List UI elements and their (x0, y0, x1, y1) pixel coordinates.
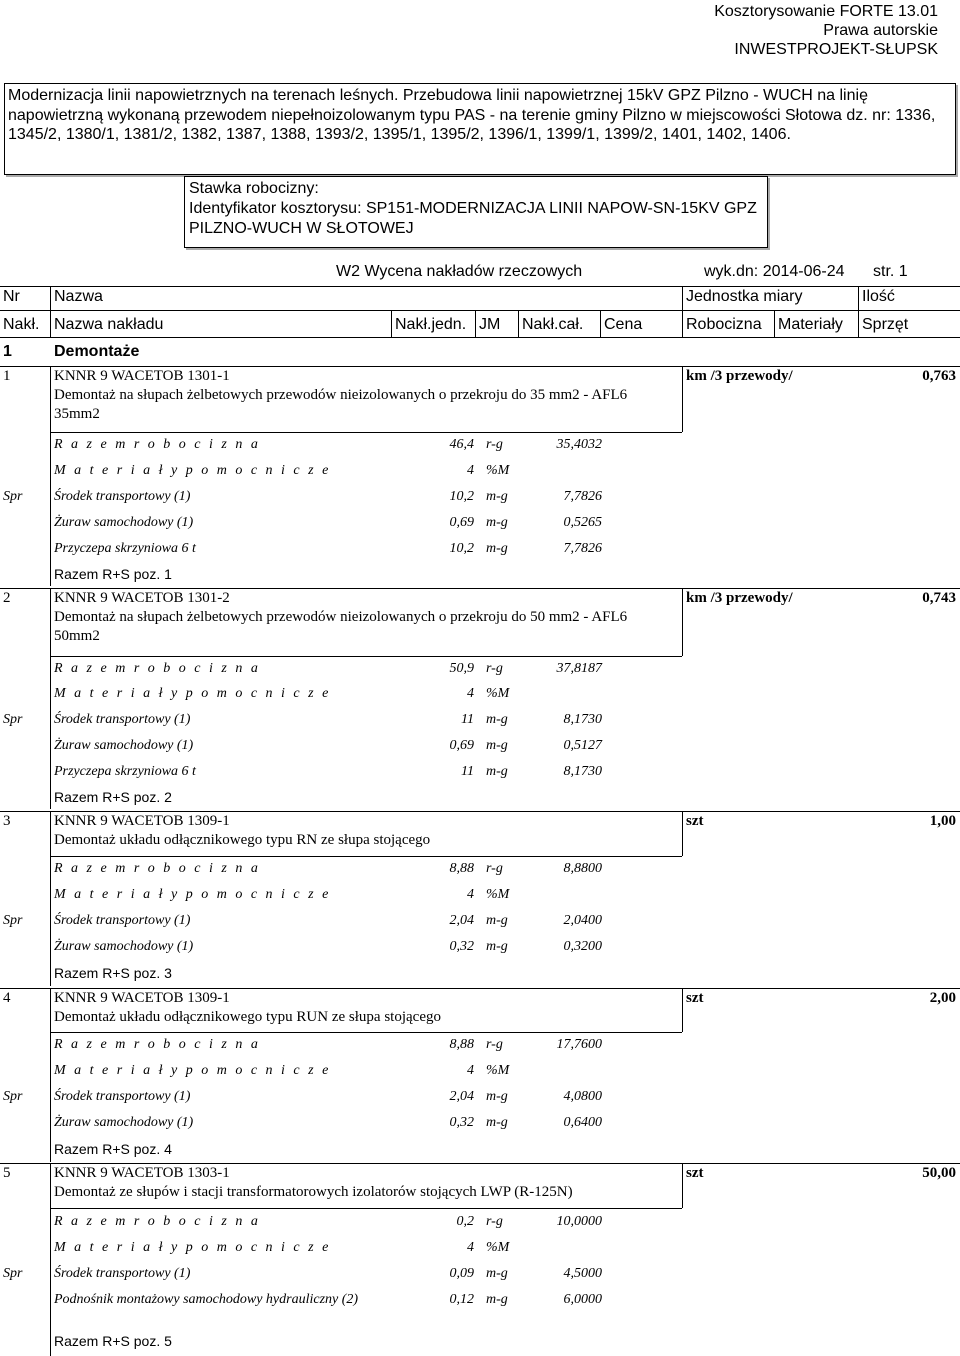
resource-unit: m-g (486, 1292, 508, 1307)
position-description: Demontaż układu odłącznikowego typu RN ze słupa stojącego (54, 832, 431, 848)
header-divider (475, 310, 476, 337)
resource-name: M a t e r i a ł y p o m o c n i c z e (54, 1063, 331, 1078)
resource-unit: m-g (486, 489, 508, 504)
position-code: KNNR 9 WACETOB 1309-1 (54, 990, 230, 1006)
position-unit: km /3 przewody/ (686, 368, 793, 384)
position-summary: Razem R+S poz. 2 (54, 789, 172, 805)
program-name: Kosztorysowanie FORTE 13.01 (714, 3, 938, 20)
resource-unit: m-g (486, 515, 508, 530)
page-number: str. 1 (873, 263, 908, 280)
col-nr: Nr (3, 288, 20, 305)
position-divider (50, 656, 51, 809)
position-quantity: 0,743 (922, 590, 956, 606)
position-quantity: 0,763 (922, 368, 956, 384)
resource-norm: 0,09 (449, 1266, 474, 1281)
position-number: 2 (3, 590, 11, 606)
position-divider (682, 588, 683, 656)
position-divider (50, 366, 51, 432)
resource-name: M a t e r i a ł y p o m o c n i c z e (54, 463, 331, 478)
resource-norm: 4 (467, 1063, 474, 1078)
resource-total: 10,0000 (556, 1214, 602, 1229)
position-divider (50, 811, 51, 856)
position-summary: Razem R+S poz. 1 (54, 566, 172, 582)
position-code: KNNR 9 WACETOB 1301-2 (54, 590, 230, 606)
resource-unit: m-g (486, 913, 508, 928)
resource-total: 7,7826 (563, 541, 602, 556)
position-divider (682, 988, 683, 1032)
position-unit: szt (686, 813, 704, 829)
header-divider (858, 286, 859, 337)
estimate-identifier: Identyfikator kosztorysu: SP151-MODERNIZACJA LINII NAPOW-SN-15KV GPZ PILZNO-WUCH W SŁOTOWEJ (189, 200, 757, 237)
resource-norm: 11 (461, 764, 474, 779)
resource-unit: m-g (486, 1089, 508, 1104)
resource-norm: 4 (467, 1240, 474, 1255)
resource-total: 0,6400 (563, 1115, 602, 1130)
resource-name: Żuraw samochodowy (1) (54, 515, 194, 530)
resource-total: 4,5000 (563, 1266, 602, 1281)
resource-norm: 4 (467, 463, 474, 478)
resource-unit: m-g (486, 939, 508, 954)
position-desc-rule (50, 1208, 682, 1209)
resource-unit: r-g (486, 1037, 503, 1052)
position-desc-rule (50, 856, 682, 857)
position-description-cont: 35mm2 (54, 406, 100, 422)
report-title: W2 Wycena nakładów rzeczowych (336, 263, 583, 280)
resource-unit: %M (486, 463, 510, 478)
header-divider (391, 310, 392, 337)
resource-name: R a z e m r o b o c i z n a (54, 1037, 261, 1052)
position-divider (50, 1208, 51, 1356)
position-divider (50, 856, 51, 986)
position-top-rule (0, 366, 960, 367)
header-divider (774, 310, 775, 337)
resource-total: 8,8800 (563, 861, 602, 876)
resource-unit: r-g (486, 437, 503, 452)
resource-unit: %M (486, 887, 510, 902)
position-divider (682, 811, 683, 856)
position-summary: Razem R+S poz. 4 (54, 1141, 172, 1157)
col-cena: Cena (604, 316, 643, 333)
position-summary: Razem R+S poz. 3 (54, 965, 172, 981)
resource-name: M a t e r i a ł y p o m o c n i c z e (54, 686, 331, 701)
resource-name: Żuraw samochodowy (1) (54, 738, 194, 753)
resource-name: Żuraw samochodowy (1) (54, 939, 194, 954)
resource-norm: 2,04 (449, 1089, 474, 1104)
header-divider (518, 310, 519, 337)
resource-unit: %M (486, 686, 510, 701)
resource-unit: r-g (486, 661, 503, 676)
resource-norm: 10,2 (449, 541, 474, 556)
col-sprzet: Sprzęt (862, 316, 909, 333)
resource-total: 0,3200 (563, 939, 602, 954)
resource-unit: m-g (486, 1266, 508, 1281)
position-divider (50, 988, 51, 1032)
resource-norm: 8,88 (449, 1037, 474, 1052)
position-number: 5 (3, 1165, 11, 1181)
col-robocizna: Robocizna (686, 316, 762, 333)
resource-name: Żuraw samochodowy (1) (54, 1115, 194, 1130)
position-number: 1 (3, 368, 11, 384)
resource-unit: %M (486, 1063, 510, 1078)
resource-norm: 0,2 (456, 1214, 474, 1229)
position-quantity: 1,00 (929, 813, 956, 829)
position-number: 3 (3, 813, 11, 829)
position-description: Demontaż na słupach żelbetowych przewodów nieizolowanych o przekroju do 50 mm2 - AFL6 (54, 609, 628, 625)
position-divider (50, 1163, 51, 1208)
col-jm: JM (479, 316, 501, 333)
col-jednostka: Jednostka miary (686, 288, 803, 305)
section-number: 1 (3, 343, 12, 360)
section-title: Demontaże (54, 343, 140, 360)
resource-name: R a z e m r o b o c i z n a (54, 437, 261, 452)
col-nakl-jedn: Nakł.jedn. (395, 316, 467, 333)
resource-norm: 2,04 (449, 913, 474, 928)
resource-norm: 0,32 (449, 1115, 474, 1130)
resource-norm: 0,69 (449, 515, 474, 530)
resource-unit: m-g (486, 738, 508, 753)
resource-total: 35,4032 (556, 437, 602, 452)
resource-norm: 0,12 (449, 1292, 474, 1307)
position-top-rule (0, 588, 960, 589)
position-divider (682, 1163, 683, 1208)
resource-unit: m-g (486, 541, 508, 556)
resource-norm: 4 (467, 686, 474, 701)
resource-unit: r-g (486, 861, 503, 876)
resource-norm: 8,88 (449, 861, 474, 876)
resource-unit: r-g (486, 1214, 503, 1229)
copyright-owner: INWESTPROJEKT-SŁUPSK (734, 41, 938, 58)
resource-total: 6,0000 (563, 1292, 602, 1307)
header-mid-rule (0, 310, 960, 311)
resource-total: 8,1730 (563, 764, 602, 779)
resource-norm: 11 (461, 712, 474, 727)
position-description: Demontaż układu odłącznikowego typu RUN ze słupa stojącego (54, 1009, 441, 1025)
project-description: Modernizacja linii napowietrznych na terenach leśnych. Przebudowa linii napowietrznej 15kV GPZ Pilzno - WUCH na linię napowietrzną wykonaną przewodem niepełnoizolowanym typu PAS - na terenie gminy Pilzno w miejscowości Słotowa dz. nr: 1336, 1345/2, 1380/1, 1381/2, 1382, 1387, 1388, 1393/2, 1395/1, 1395/2, 1396/1, 1399/1, 1399/2, 1401, 1402, 1406. (8, 87, 936, 143)
position-top-rule (0, 811, 960, 812)
position-divider (682, 366, 683, 432)
rate-label: Stawka robocizny: (189, 180, 319, 197)
position-code: KNNR 9 WACETOB 1309-1 (54, 813, 230, 829)
position-top-rule (0, 988, 960, 989)
resource-norm: 0,32 (449, 939, 474, 954)
position-unit: szt (686, 1165, 704, 1181)
resource-total: 37,8187 (556, 661, 602, 676)
position-divider (50, 432, 51, 586)
resource-unit: m-g (486, 712, 508, 727)
col-nazwa: Nazwa (54, 288, 103, 305)
resource-name: Środek transportowy (1) (54, 1089, 191, 1104)
position-desc-rule (50, 656, 682, 657)
position-unit: szt (686, 990, 704, 1006)
position-description: Demontaż na słupach żelbetowych przewodów nieizolowanych o przekroju do 35 mm2 - AFL6 (54, 387, 628, 403)
copyright-label: Prawa autorskie (823, 22, 938, 39)
resource-name: Środek transportowy (1) (54, 1266, 191, 1281)
header-divider (50, 286, 51, 337)
project-description-box (4, 83, 956, 175)
resource-name: R a z e m r o b o c i z n a (54, 1214, 261, 1229)
resource-unit: m-g (486, 764, 508, 779)
header-divider (682, 286, 683, 337)
position-unit: km /3 przewody/ (686, 590, 793, 606)
position-code: KNNR 9 WACETOB 1301-1 (54, 368, 230, 384)
position-number: 4 (3, 990, 11, 1006)
col-materialy: Materiały (778, 316, 843, 333)
position-description: Demontaż ze słupów i stacji transformatorowych izolatorów stojących LWP (R-125N) (54, 1184, 573, 1200)
position-divider (50, 1032, 51, 1162)
resource-name: M a t e r i a ł y p o m o c n i c z e (54, 887, 331, 902)
resource-unit: m-g (486, 1115, 508, 1130)
program-header (714, 2, 938, 59)
position-description-cont: 50mm2 (54, 628, 100, 644)
resource-total: 7,7826 (563, 489, 602, 504)
equipment-marker: Spr (3, 1266, 23, 1281)
equipment-marker: Spr (3, 712, 23, 727)
resource-name: Środek transportowy (1) (54, 489, 191, 504)
resource-name: R a z e m r o b o c i z n a (54, 661, 261, 676)
col-nakl-cal: Nakł.cał. (522, 316, 584, 333)
resource-total: 0,5265 (563, 515, 602, 530)
position-summary: Razem R+S poz. 5 (54, 1333, 172, 1349)
resource-name: Podnośnik montażowy samochodowy hydrauliczny (2) (54, 1292, 359, 1307)
equipment-marker: Spr (3, 913, 23, 928)
position-desc-rule (50, 1032, 682, 1033)
position-divider (50, 588, 51, 656)
resource-name: R a z e m r o b o c i z n a (54, 861, 261, 876)
resource-total: 0,5127 (563, 738, 602, 753)
header-bottom-rule (0, 337, 960, 338)
col-nazwa-nakladu: Nazwa nakładu (54, 316, 164, 333)
resource-norm: 10,2 (449, 489, 474, 504)
resource-total: 17,7600 (556, 1037, 602, 1052)
resource-total: 2,0400 (563, 913, 602, 928)
header-top-rule (0, 286, 960, 287)
equipment-marker: Spr (3, 489, 23, 504)
resource-name: Przyczepa skrzyniowa 6 t (54, 764, 196, 779)
resource-total: 8,1730 (563, 712, 602, 727)
resource-name: Środek transportowy (1) (54, 913, 191, 928)
position-quantity: 50,00 (922, 1165, 956, 1181)
resource-name: Środek transportowy (1) (54, 712, 191, 727)
resource-unit: %M (486, 1240, 510, 1255)
resource-name: Przyczepa skrzyniowa 6 t (54, 541, 196, 556)
resource-total: 4,0800 (563, 1089, 602, 1104)
header-divider (600, 310, 601, 337)
position-top-rule (0, 1163, 960, 1164)
col-nakl: Nakł. (3, 316, 40, 333)
rate-box (184, 176, 768, 248)
position-desc-rule (50, 432, 682, 433)
report-date: wyk.dn: 2014-06-24 (704, 263, 845, 280)
position-code: KNNR 9 WACETOB 1303-1 (54, 1165, 230, 1181)
resource-norm: 0,69 (449, 738, 474, 753)
resource-norm: 46,4 (449, 437, 474, 452)
resource-norm: 4 (467, 887, 474, 902)
position-quantity: 2,00 (929, 990, 956, 1006)
resource-name: M a t e r i a ł y p o m o c n i c z e (54, 1240, 331, 1255)
resource-norm: 50,9 (449, 661, 474, 676)
equipment-marker: Spr (3, 1089, 23, 1104)
col-ilosc: Ilość (862, 288, 895, 305)
